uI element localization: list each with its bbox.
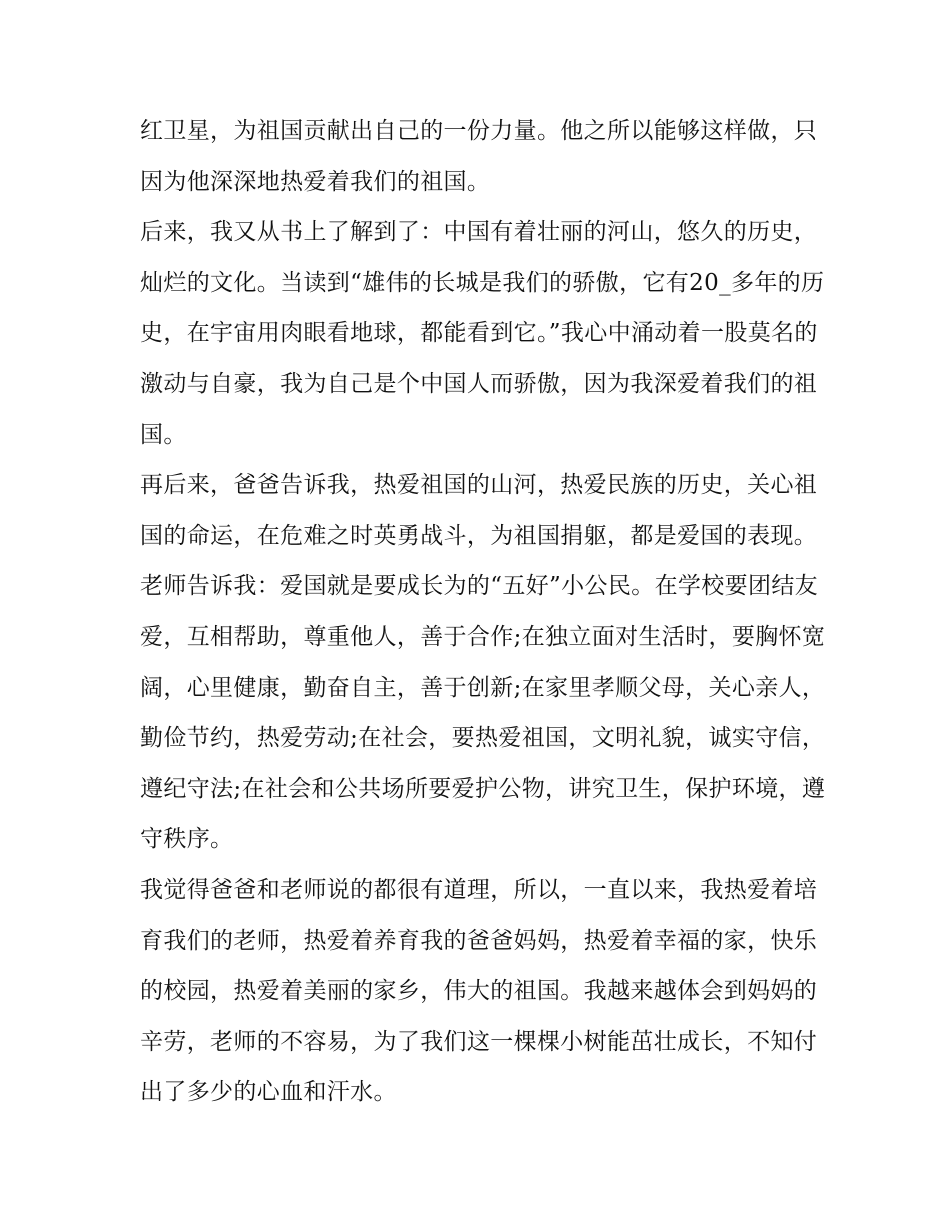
paragraph-3: 再后来，爸爸告诉我，热爱祖国的山河，热爱民族的历史，关心祖国的命运，在危难之时英勇战斗，为祖国捐躯，都是爱国的表现。老师告诉我：爱国就是要成长为的“五好”小公民。在学校要团结友爱，互相帮助，尊重他人，善于合作;在独立面对生活时，要胸怀宽阔，心里健康，勤奋自主，善于创新;在家里孝顺父母，关心亲人，勤俭节约，热爱劳动;在社会，要热爱祖国，文明礼貌，诚实守信，遵纪守法;在社会和公共场所要爱护公物，讲究卫生，保护环境，遵守秩序。 (140, 472, 826, 853)
paragraph-4: 我觉得爸爸和老师说的都很有道理，所以，一直以来，我热爱着培育我们的老师，热爱着养育我的爸爸妈妈，热爱着幸福的家，快乐的校园，热爱着美丽的家乡，伟大的祖国。我越来越体会到妈妈的辛劳，老师的不容易，为了我们这一棵棵小树能茁壮成长，不知付出了多少的心血和汗水。 (140, 876, 818, 1106)
paragraph-2: 后来，我又从书上了解到了：中国有着壮丽的河山，悠久的历史，灿烂的文化。当读到“雄伟的长城是我们的骄傲，它有20_多年的历史，在宇宙用肉眼看地球，都能看到它。”我心中涌动着一股莫名的激动与自豪，我为自己是个中国人而骄傲，因为我深爱着我们的祖国。 (140, 219, 825, 448)
document-body (140, 106, 830, 1118)
paragraph-1: 红卫星，为祖国贡献出自己的一份力量。他之所以能够这样做，只因为他深深地热爱着我们的祖国。 (140, 118, 818, 195)
